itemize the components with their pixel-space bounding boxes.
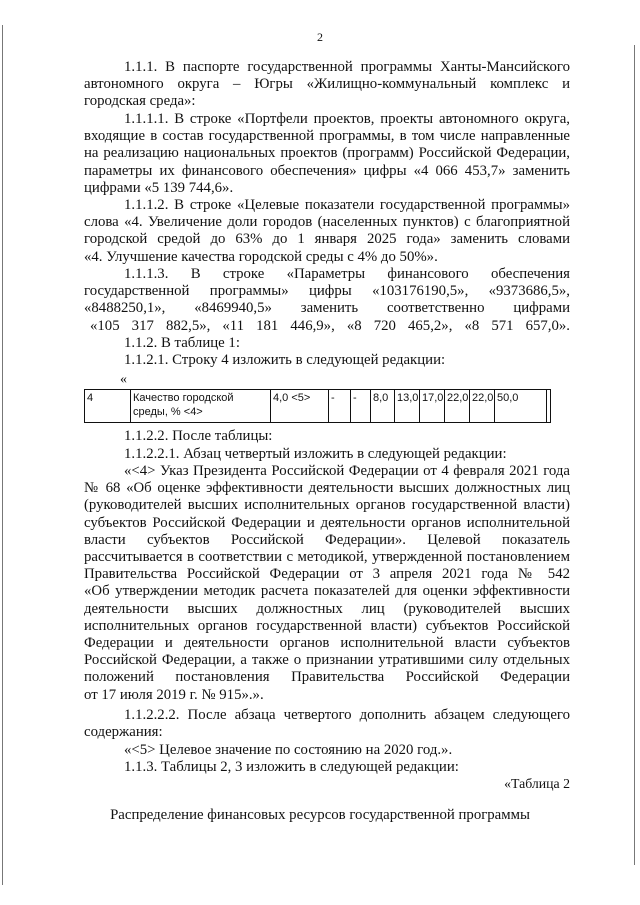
table-cell: 22,0 [470, 390, 495, 423]
text-line: субъектов Российской Федерации и деятельности органов исполнительной [84, 514, 570, 531]
footnote-5-text [84, 742, 570, 759]
table-cell-number: 4 [85, 390, 131, 423]
paragraph-1-1-3 [84, 759, 570, 776]
text-line: 1.1.2. В таблице 1: [124, 335, 240, 351]
table-cell: - [329, 390, 351, 423]
paragraph-1-1-1-3 [84, 266, 570, 335]
text-line: 1.1.2.2. После таблицы: [124, 428, 273, 444]
text-line: «105 317 882,5», «11 181 446,9», «8 720 465,2», «8 571 657,0». [90, 317, 570, 334]
text-line: № 68 «Об оценке эффективности деятельности высших должностных лиц [84, 480, 570, 497]
text-line: деятельности высших должностных лиц (руководителей высших [84, 600, 570, 617]
page-number: 2 [317, 30, 323, 44]
text-line: 1.1.2.1. Строку 4 изложить в следующей редакции: [124, 352, 446, 368]
indicator-table-row-4 [84, 389, 551, 423]
scan-edge-left [2, 25, 3, 885]
paragraph-1-1-2-2-1 [84, 446, 570, 463]
text-line: 1.1.1.3. В строке «Параметры финансового обеспечения [124, 266, 570, 282]
text-line: цифрами «5 139 744,6». [84, 179, 234, 196]
opening-quote-mark: « [120, 372, 127, 387]
text-line: «<5> Целевое значение по состоянию на 2020 год.». [124, 742, 453, 758]
paragraph-1-1-1-2 [84, 197, 570, 266]
text-line: параметры их финансового обеспечения» цифры «4 066 453,7» заменить [84, 162, 570, 179]
paragraph-1-1-1 [84, 59, 570, 111]
table-cell: 17,0 [420, 390, 445, 423]
text-line: «8488250,1», «8469940,5» заменить соответственно цифрами [84, 300, 570, 317]
text-line: автономного округа – Югры «Жилищно-коммунальный комплекс и [84, 76, 570, 93]
text-line: 1.1.3. Таблицы 2, 3 изложить в следующей редакции: [124, 759, 459, 775]
text-line: положений постановления Правительства Российской Федерации [84, 669, 570, 686]
text-line: 1.1.2.2.2. После абзаца четвертого дополнить абзацем следующего [124, 707, 570, 723]
text-line: «Об утверждении методик расчета показателей для оценки эффективности [84, 583, 570, 600]
paragraph-1-1-2-2 [84, 428, 570, 445]
text-line: 1.1.2.2.1. Абзац четвертый изложить в следующей редакции: [124, 446, 507, 462]
table-cell: - [351, 390, 371, 423]
text-line: входящие в состав государственной программы, в том числе направленные [84, 128, 570, 145]
text-line: «4. Улучшение качества городской среды с 4% до 50%». [84, 248, 438, 265]
text-line: слова «4. Увеличение доли городов (населенных пунктов) с благоприятной [84, 214, 570, 231]
text-line: Правительства Российской Федерации от 3 апреля 2021 года № 542 [84, 566, 570, 583]
text-line: на реализацию национальных проектов (программ) Российской Федерации, [84, 145, 570, 162]
text-line: государственной программы» цифры «103176190,5», «9373686,5», [84, 283, 570, 300]
text-line: содержания: [84, 724, 163, 741]
text-line: Российской Федерации, а также о признании утратившими силу отдельных [84, 652, 570, 669]
paragraph-1-1-2 [84, 335, 570, 352]
footnote-4-text [84, 463, 570, 704]
table-cell-target-value: 50,0 [495, 390, 547, 423]
text-line: Федерации и деятельности органов исполнительной власти субъектов [84, 635, 570, 652]
table-cell [547, 390, 551, 423]
table-cell: 8,0 [371, 390, 395, 423]
scan-edge-right [634, 45, 635, 865]
table-cell-indicator: Качество городской среды, % <4> [131, 390, 271, 423]
text-line: (руководителей высших исполнительных органов государственной власти) [84, 497, 570, 514]
paragraph-1-1-2-2-2 [84, 707, 570, 741]
text-line: 1.1.1.1. В строке «Портфели проектов, проекты автономного округа, [124, 111, 570, 127]
table-cell: 22,0 [445, 390, 470, 423]
text-line: городская среда»: [84, 93, 196, 110]
table-2-title: Распределение финансовых ресурсов государственной программы [110, 807, 530, 823]
text-line: рассчитывается в соответствии с методикой, утвержденной постановлением [84, 549, 570, 566]
text-line: «<4> Указ Президента Российской Федерации от 4 февраля 2021 года [124, 463, 570, 479]
table-2-caption: «Таблица 2 [504, 776, 570, 791]
table-row [85, 390, 551, 423]
table-cell-base-value: 4,0 <5> [271, 390, 329, 423]
text-line: исполнительных органов государственной власти) субъектов Российской [84, 617, 570, 634]
text-line: от 17 июля 2019 г. № 915».». [84, 686, 264, 703]
text-line: власти субъектов Российской Федерации». Целевой показатель [84, 531, 570, 548]
paragraph-1-1-1-1 [84, 111, 570, 197]
table-cell: 13,0 [395, 390, 420, 423]
text-line: 1.1.1.2. В строке «Целевые показатели государственной программы» [124, 197, 570, 213]
text-line: городской средой до 63% до 1 января 2025 года» заменить словами [84, 231, 570, 248]
paragraph-1-1-2-1 [84, 352, 570, 369]
text-line: 1.1.1. В паспорте государственной программы Ханты-Мансийского [124, 59, 570, 75]
